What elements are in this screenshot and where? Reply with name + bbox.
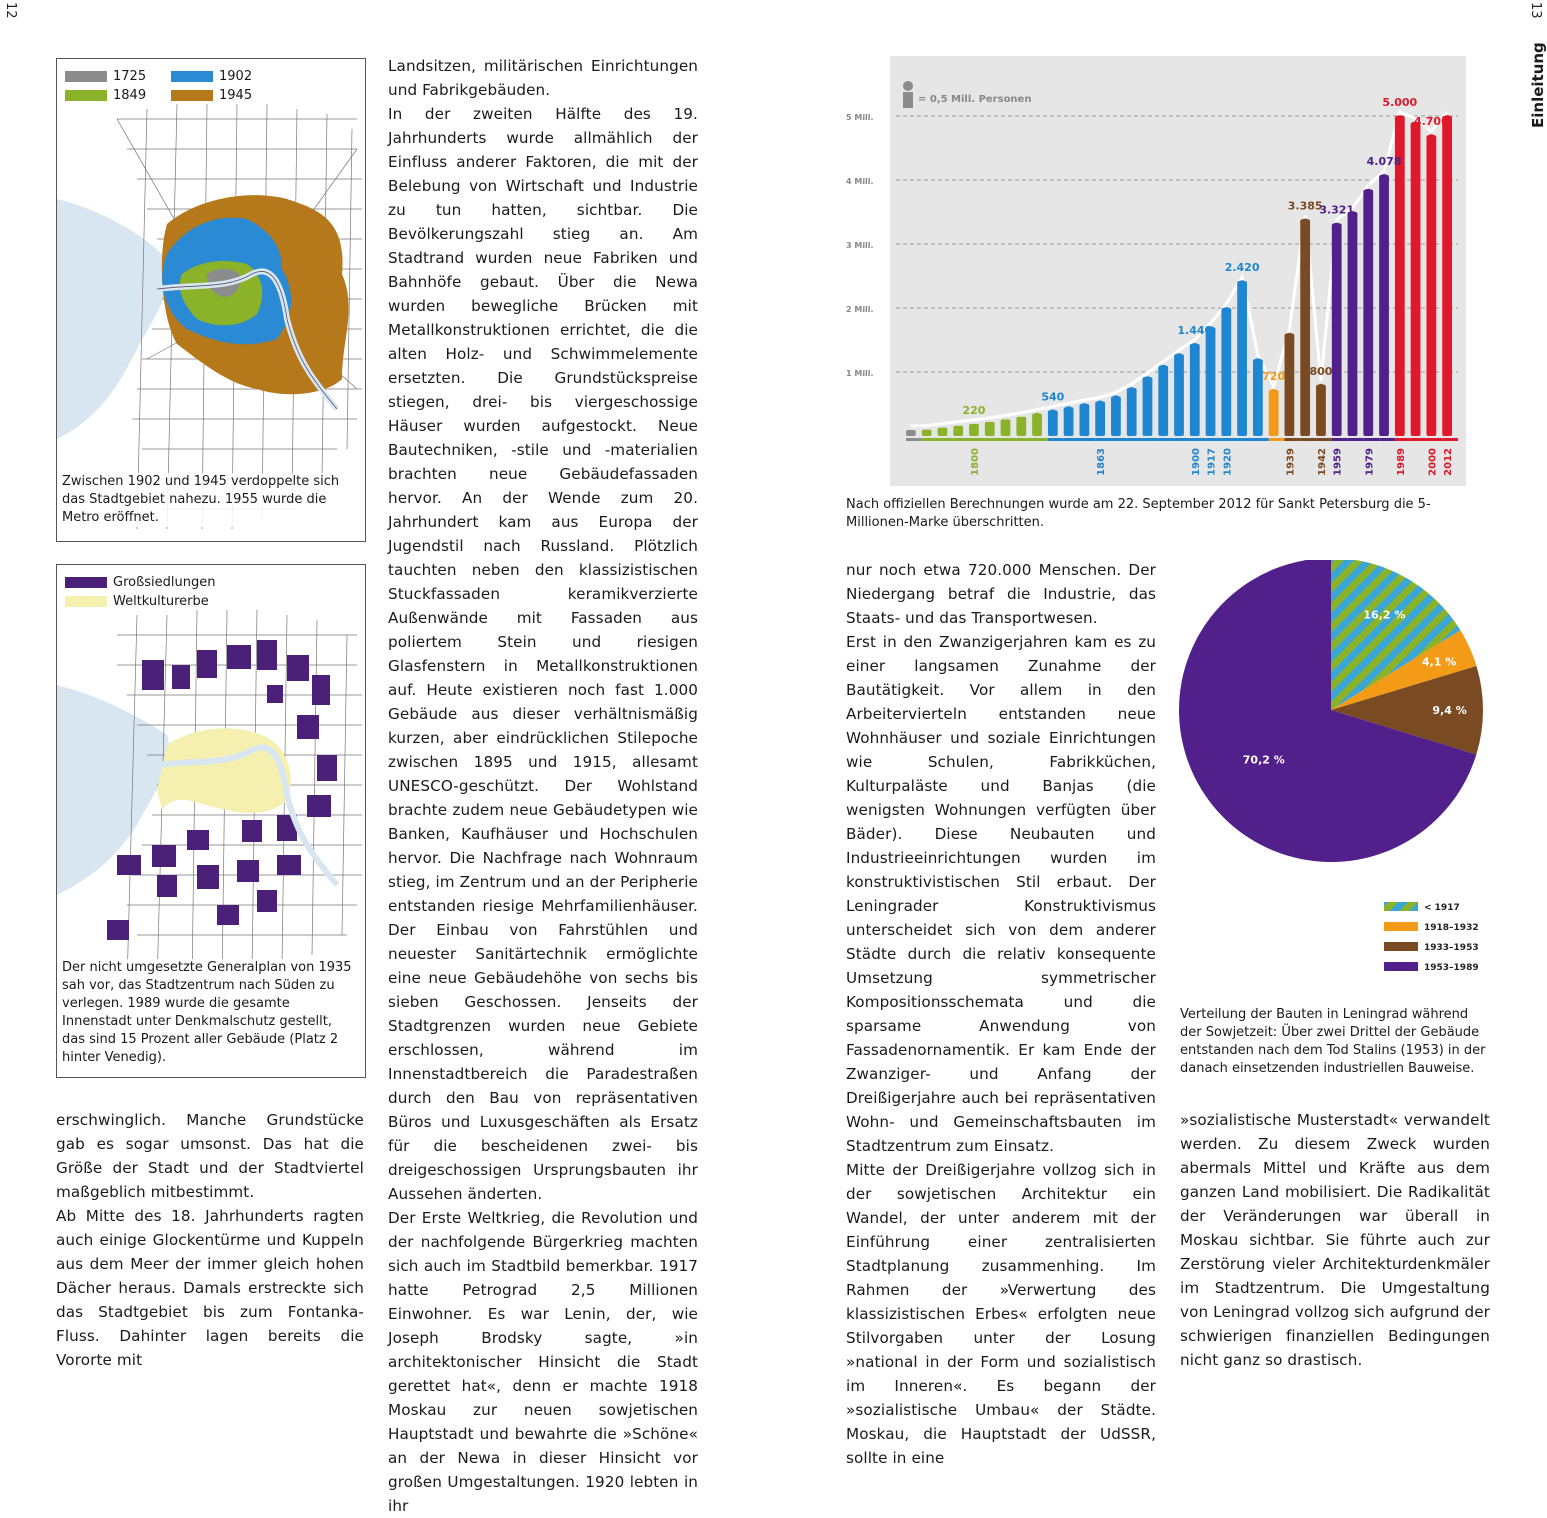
bar-chart-caption: Nach offiziellen Berechnungen wurde am 22. September 2012 für Sankt Petersburg die 5-Millionen-Marke überschritten. [846, 497, 1431, 530]
legend-swatch-1849 [65, 90, 107, 101]
value-label: 3.385 [1287, 199, 1323, 213]
paragraph: »sozialistische Musterstadt« verwandelt werden. Zu diesem Zweck wurden abermals Mittel und Kräfte aus dem ganzen Land mobilisiert. Die Radikalität der Veränderungen war überall in Moskau sichtbar. Sie führte auch zur Zerstörung vieler Architekturdenkmäler im Stadtzentrum. Die Umgestaltung von Leningrad vollzog sich aufgrund der schwierigen finanziellen Bedingungen nicht ganz so drastisch. [1180, 1111, 1490, 1369]
population-bar [1426, 135, 1436, 436]
era-baseline [1411, 438, 1427, 441]
population-bar [1158, 366, 1168, 436]
population-bar-head [1332, 223, 1342, 233]
legend-swatch-1725 [65, 71, 107, 82]
era-baseline [906, 438, 922, 441]
population-bar [922, 430, 932, 436]
pie-legend-swatch [1384, 962, 1418, 971]
value-label: 800 [1309, 364, 1333, 378]
era-baseline [1332, 438, 1348, 441]
pie-value-label: 70,2 % [1242, 753, 1285, 767]
population-bar [1237, 281, 1247, 436]
person-icon-body [903, 92, 913, 108]
population-bar [906, 430, 916, 436]
population-bar [1442, 116, 1452, 436]
era-baseline [1032, 438, 1048, 441]
era-baseline [1127, 438, 1143, 441]
value-label: 220 [962, 403, 986, 417]
era-baseline [1143, 438, 1159, 441]
legend-label-1902: 1902 [219, 69, 253, 84]
pie-legend-label: 1953–1989 [1424, 963, 1479, 973]
population-bar-head [1379, 174, 1389, 184]
paragraph: Mitte der Dreißigerjahre vollzog sich in der sowjetischen Architektur ein Wandel, der unter anderem mit der Einführung einer zentralisierten Stadtplanung zusammenhing. Im Rahmen der »Verwertung des klassizistischen Erbes« erfolgten neue Stilvorgaben unter der Losung »national in der Form und sozialistisch im Inneren«. Es begann der »sozialistische Umbau« der Städte. Moskau, die Hauptstadt der UdSSR, sollte in eine [846, 1161, 1156, 1467]
legend-swatch-erbe [65, 596, 107, 607]
map-generalplan [56, 564, 366, 1078]
pie-legend-label: 1933–1953 [1424, 943, 1479, 953]
population-bar-head [1032, 413, 1042, 423]
legend-label-siedlung: Großsiedlungen [113, 575, 216, 590]
era-baseline [1237, 438, 1253, 441]
y-tick-label: 1 Mill. [846, 369, 874, 378]
legend-label-1849: 1849 [113, 88, 147, 103]
population-bar [1221, 308, 1231, 436]
legend-swatch-1902 [171, 71, 213, 82]
value-label: 720 [1262, 369, 1286, 383]
value-label: 3.321 [1319, 203, 1355, 217]
x-year-label: 2000 [1427, 448, 1439, 476]
era-baseline [1079, 438, 1095, 441]
value-label: 4.700 [1413, 115, 1449, 129]
paragraph: Der Erste Weltkrieg, die Revolution und der nachfolgende Bürgerkrieg machten sich auch im Stadtbild bemerkbar. 1917 hatte Petrograd 2,5 Millionen Einwohner. Es war Lenin, der, wie Joseph Brodsky sagte, »in architektonischer Hinsicht die Stadt gerettet hat«, denn er machte 1918 Moskau zur neuen sowjetischen Hauptstadt und bewahrte die »Schöne« an der Newa in dieser Hinsicht vor großen Umgestaltungen. 1920 lebten in ihr [388, 1209, 698, 1515]
y-tick-label: 4 Mill. [846, 177, 874, 186]
population-bar [1363, 190, 1373, 436]
population-bar [1285, 334, 1295, 436]
value-label: 2.420 [1224, 261, 1260, 275]
population-bar-head [1079, 403, 1089, 413]
x-year-label: 1800 [969, 448, 981, 476]
population-bar-head [1095, 401, 1105, 411]
legend-swatch-1945 [171, 90, 213, 101]
value-label: 1.440 [1177, 323, 1213, 337]
map-city-growth-graphic [57, 59, 365, 541]
era-baseline [1300, 438, 1316, 441]
era-baseline [1064, 438, 1080, 441]
era-baseline [1442, 438, 1458, 441]
x-year-label: 1863 [1096, 448, 1108, 476]
paragraph: erschwinglich. Manche Grundstücke gab es sogar umsonst. Das hat die Größe der Stadt und der Stadtviertel maßgeblich mitbestimmt. [56, 1111, 364, 1201]
pie-legend-swatch [1384, 942, 1418, 951]
page-number-right: 13 [1528, 2, 1543, 19]
paragraph: Erst in den Zwanzigerjahren kam es zu einer langsamen Zunahme der Bautätigkeit. Vor allem in den Arbeitervierteln entstanden neue Wohnhäuser und soziale Einrichtungen wie Schulen, Fabrikküchen, Kulturpaläste und Banjas (die wenigsten Wohnungen verfügten über Bäder). Diese Neubauten und Industrieeinrichtungen wurden im konstruktivistischen Stil erbaut. Der Leningrader Konstruktivismus unterscheidet sich von dem anderer Städte durch die relativ konsequente Umsetzung symmetrischer Kompositionsschemata und die sparsame Anwendung von Fassadenornamentik. Er kam Ende der Zwanziger- und Anfang der Dreißigerjahre auch bei repräsentativen Wohn- und Gemeinschaftsbauten im Stadtzentrum zum Einsatz. [846, 633, 1156, 1155]
era-baseline [1001, 438, 1017, 441]
era-baseline [1048, 438, 1064, 441]
x-year-label: 1942 [1316, 448, 1328, 476]
legend-label-erbe: Weltkulturerbe [113, 594, 209, 609]
gulf-water [57, 199, 169, 439]
era-baseline [985, 438, 1001, 441]
y-tick-label: 2 Mill. [846, 305, 874, 314]
pie-legend-label: 1918–1932 [1424, 923, 1479, 933]
running-head: Einleitung [1529, 42, 1547, 128]
population-bar-head [1285, 333, 1295, 343]
population-bar-head [1190, 343, 1200, 353]
population-bar-head [1143, 376, 1153, 386]
era-baseline [922, 438, 938, 441]
era-baseline [1348, 438, 1364, 441]
unit-legend-label: = 0,5 Mill. Personen [918, 94, 1032, 105]
map2-legend [65, 573, 216, 611]
population-bar-head [1237, 280, 1247, 290]
text-left-bottom [56, 1108, 364, 1372]
x-year-label: 1979 [1364, 448, 1376, 476]
era-baseline [1221, 438, 1237, 441]
population-bar-head [1395, 115, 1405, 125]
population-bar-head [1426, 134, 1436, 144]
pie-value-label: 4,1 % [1421, 655, 1457, 669]
era-baseline [953, 438, 969, 441]
map-city-growth [56, 58, 366, 542]
map2-caption: Der nicht umgesetzte Generalplan von 1935 sah vor, das Stadtzentrum nach Süden zu verlegen. 1989 wurde die gesamte Innenstadt unter Denkmalschutz gestellt, das sind 15 Prozent aller Gebäude (Platz 2 hinter Venedig). [62, 959, 357, 1067]
population-bar-head [1269, 389, 1279, 399]
population-bar [953, 426, 963, 436]
paragraph: In der zweiten Hälfte des 19. Jahrhunderts wurde allmählich der Einfluss anderer Faktoren, die mit der Belebung von Wirtschaft und Industrie zu tun hatten, sichtbar. Die Bevölkerungszahl stieg an. Am Stadtrand wurden neue Fabriken und Bahnhöfe gebaut. Über die Newa wurden bewegliche Brücken mit Metallkonstruktionen errichtet, die die alten Holz- und Schwimmelemente ersetzten. Die Grundstückspreise stiegen, drei- bis viergeschossige Häuser wurden aufgestockt. Neue Bautechniken, -stile und -materialien brachten neue Gebäudefassaden hervor. An der Wende zum 20. Jahrhundert kam aus Europa der Jugendstil nach Russland. Plötzlich tauchten neben den klassizistischen Stuckfassaden keramikverzierte Außenwände mit Fassaden aus poliertem Stein und riesigen Glasfenstern in Metallkonstruktionen auf. Heute existieren noch fast 1.000 Gebäude aus dieser verhältnismäßig kurzen, aber eindrücklichen Stilepoche zwischen 1895 und 1915, allesamt UNESCO-geschützt. Der Wohlstand brachte zudem neue Gebäudetypen wie Banken, Kaufhäuser und Hochschulen hervor. Die Nachfrage nach Wohnraum stieg, im Zentrum und an der Peripherie entstanden riesige Mehrfamilienhäuser. Der Einbau von Fahrstühlen und neuester Sanitärtechnik ermöglichte eine neue Gebäudehöhe von sechs bis sieben Geschossen. Jenseits der Stadtgrenzen wurden neue Gebiete erschlossen, während im Innenstadtbereich die Paradestraßen durch den Bau von repräsentativen Büros und Luxusgeschäften als Ersatz für die bescheidenen zwei- bis dreigeschossigen Ursprungsbauten ihr Aussehen änderten. [388, 105, 698, 1203]
map1-caption: Zwischen 1902 und 1945 verdoppelte sich das Stadtgebiet nahezu. 1955 wurde die Metro eröffnet. [62, 473, 352, 527]
population-bar [1206, 327, 1216, 436]
population-bar-head [1111, 395, 1121, 405]
era-baseline [1174, 438, 1190, 441]
era-baseline [1095, 438, 1111, 441]
world-heritage-area [157, 728, 291, 813]
x-year-label: 1900 [1190, 448, 1202, 476]
era-baseline [1426, 438, 1442, 441]
era-baseline [1253, 438, 1269, 441]
page-number-left: 12 [3, 2, 18, 19]
y-tick-label: 5 Mill. [846, 113, 874, 122]
pie-value-label: 16,2 % [1363, 608, 1406, 622]
era-baseline [1158, 438, 1174, 441]
pie-chart [1176, 560, 1496, 980]
population-bar-head [1221, 307, 1231, 317]
paragraph: nur noch etwa 720.000 Menschen. Der Niedergang betraf die Industrie, das Staats- und das Transportwesen. [846, 561, 1156, 627]
population-bar-head [1363, 189, 1373, 199]
era-baseline [1206, 438, 1222, 441]
pie-legend-label: < 1917 [1424, 903, 1460, 913]
paragraph: Landsitzen, militärischen Einrichtungen und Fabrikgebäuden. [388, 57, 698, 99]
era-baseline [1363, 438, 1379, 441]
text-right-1 [846, 558, 1156, 1470]
population-bar-head [1316, 384, 1326, 394]
population-bar [985, 422, 995, 436]
pie-legend [1384, 902, 1479, 973]
population-bar [1332, 223, 1342, 436]
era-baseline [1269, 438, 1285, 441]
population-bar [1190, 344, 1200, 436]
x-year-label: 2012 [1443, 448, 1455, 476]
era-baseline [1285, 438, 1301, 441]
population-bar [1300, 219, 1310, 436]
population-bar [938, 428, 948, 436]
legend-swatch-siedlung [65, 577, 107, 588]
population-bar [1348, 212, 1358, 436]
pie-value-label: 9,4 % [1432, 704, 1467, 718]
era-baseline [1016, 438, 1032, 441]
legend-label-1725: 1725 [113, 69, 147, 84]
x-year-label: 1989 [1395, 448, 1407, 476]
population-bar [1411, 122, 1421, 436]
population-chart [846, 56, 1466, 486]
era-baseline [1316, 438, 1332, 441]
population-bar-head [1300, 218, 1310, 228]
population-bar [1001, 419, 1011, 436]
pie-chart-caption: Verteilung der Bauten in Leningrad während der Sowjetzeit: Über zwei Drittel der Gebäude entstanden nach dem Tod Stalins (1953) in der danach einsetzenden industriellen Bauweise. [1180, 1007, 1486, 1076]
value-label: 4.078 [1366, 155, 1402, 169]
value-label: 5.000 [1382, 96, 1418, 109]
population-bar-head [1048, 410, 1058, 420]
population-bar-head [1158, 365, 1168, 375]
population-bar [1174, 354, 1184, 436]
population-bar-head [1174, 353, 1184, 363]
population-bar-head [1064, 406, 1074, 416]
population-bar [1016, 417, 1026, 436]
era-baseline [938, 438, 954, 441]
y-tick-label: 3 Mill. [846, 241, 874, 250]
legend-label-1945: 1945 [219, 88, 253, 103]
value-label: 540 [1041, 390, 1065, 404]
population-bar-head [1253, 358, 1263, 368]
x-year-label: 1939 [1285, 448, 1297, 476]
chart-y-ticks [846, 113, 874, 378]
x-year-label: 1917 [1206, 448, 1218, 476]
person-icon [903, 81, 913, 91]
population-bar [1379, 175, 1389, 436]
population-bar-head [1127, 387, 1137, 397]
pie-legend-swatch [1384, 922, 1418, 931]
text-right-2 [1180, 1108, 1490, 1372]
x-year-label: 1959 [1332, 448, 1344, 476]
era-baseline [1111, 438, 1127, 441]
population-bar [969, 424, 979, 436]
text-middle [388, 54, 698, 1518]
era-baseline [1379, 438, 1395, 441]
era-baseline [969, 438, 985, 441]
era-baseline [1190, 438, 1206, 441]
x-year-label: 1920 [1222, 448, 1234, 476]
pie-legend-swatch [1384, 902, 1418, 911]
paragraph: Ab Mitte des 18. Jahrhunderts ragten auch einige Glockentürme und Kuppeln aus dem Meer der immer gleich hohen Dächer heraus. Damals erstreckte sich das Stadtgebiet bis zum Fontanka-Fluss. Dahinter lagen bereits die Vororte mit [56, 1207, 364, 1369]
era-baseline [1395, 438, 1411, 441]
